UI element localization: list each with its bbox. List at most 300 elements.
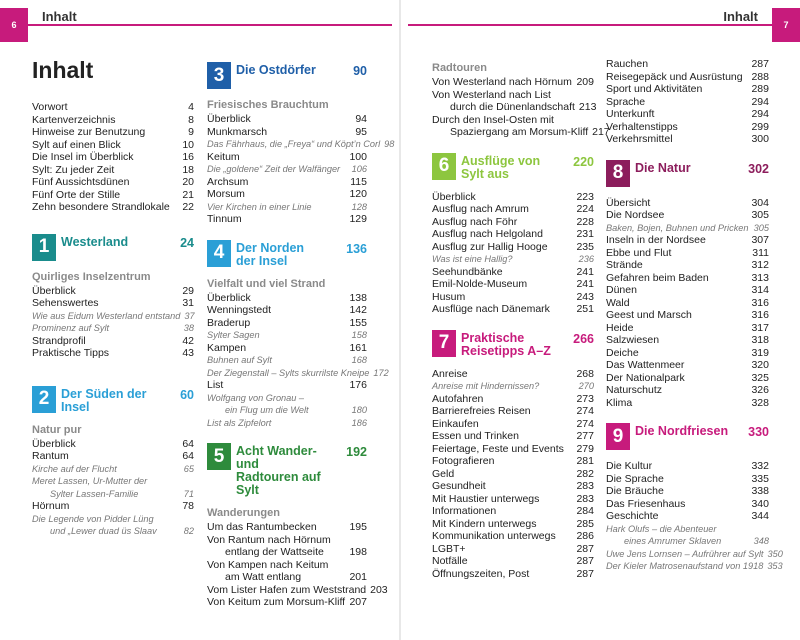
chapter-9: [606, 423, 783, 573]
toc-entry: [207, 417, 367, 430]
toc-entry-label: Informationen: [432, 505, 497, 517]
toc-title: Inhalt: [32, 57, 94, 83]
chapter-title: [236, 443, 342, 497]
toc-entry: [32, 114, 194, 127]
toc-entry-label: Strände: [606, 259, 643, 271]
toc-entry-label: am Watt entlang: [225, 571, 302, 583]
toc-entry-page: 353: [767, 561, 783, 571]
toc-entry: [432, 228, 594, 241]
toc-entry-label: Die „goldene“ Zeit der Walfänger: [207, 164, 341, 174]
toc-entry-page: 316: [751, 309, 769, 321]
toc-entry-page: 21: [182, 188, 194, 201]
chapter-title-line-1: Die Natur: [635, 160, 691, 175]
toc-entry-page: 270: [578, 381, 594, 391]
header-title: Inhalt: [723, 9, 758, 24]
toc-entry-label: Überblick: [32, 284, 76, 297]
toc-entry-page: 95: [355, 125, 367, 138]
toc-entry-label: Kartenverzeichnis: [32, 113, 116, 126]
toc-entry-label: Kirche auf der Flucht: [32, 463, 117, 474]
chapter-number-box: 9: [606, 423, 630, 450]
toc-entry-label: Öffnungszeiten, Post: [432, 567, 530, 580]
toc-entry: [32, 525, 194, 538]
toc-entry-page: 106: [351, 164, 367, 174]
toc-entry-page: 16: [182, 151, 194, 163]
toc-entries: [207, 113, 395, 226]
toc-entry-label: Meret Lassen, Ur-Mutter der: [32, 476, 148, 486]
toc-entry-page: 287: [751, 58, 769, 70]
toc-entry-page: 338: [751, 485, 769, 497]
toc-entry: [32, 310, 194, 323]
toc-entry-label: Spaziergang am Morsum-Kliff: [450, 126, 589, 138]
toc-entry: [606, 372, 769, 385]
toc-entry: [432, 530, 594, 543]
toc-entry-page: 325: [751, 371, 769, 384]
toc-entry-label: Der Kieler Matrosenaufstand von 1918: [606, 561, 764, 571]
toc-entry: [207, 188, 367, 201]
toc-entry: [432, 555, 594, 568]
chapter-title: [236, 240, 342, 268]
chapter-3: [207, 62, 395, 226]
toc-entry: [606, 83, 769, 96]
chapter-2: [32, 386, 194, 538]
toc-entry-page: 224: [576, 203, 594, 215]
toc-entry: [207, 392, 367, 405]
toc-entry: [32, 126, 194, 139]
chapter-page: 302: [748, 161, 769, 176]
chapter-number-box: 6: [432, 153, 456, 180]
toc-entry-page: 317: [751, 321, 769, 334]
toc-entry-label: Vorwort: [32, 101, 68, 113]
toc-entry: [606, 485, 769, 498]
toc-entry: [606, 510, 769, 523]
toc-column-right-2: [606, 58, 783, 573]
toc-entry-page: 251: [576, 303, 594, 315]
toc-entry-page: 268: [576, 367, 594, 380]
chapter-title: [635, 160, 744, 175]
toc-entry: [207, 596, 367, 609]
toc-entry-page: 281: [576, 455, 594, 467]
toc-entry-page: 201: [349, 571, 367, 583]
toc-entry-page: 18: [182, 163, 194, 176]
toc-entry-page: 335: [751, 472, 769, 485]
toc-entry-page: 328: [751, 396, 769, 409]
toc-entry-label: Überblick: [432, 190, 476, 203]
chapter-title: [61, 386, 176, 414]
toc-entry-page: [190, 513, 194, 526]
toc-entry-label: Wenningstedt: [207, 304, 272, 316]
toc-entry-label: Die Insel im Überblick: [32, 151, 134, 163]
chapter-heading: [207, 240, 367, 268]
section-subtitle: Radtouren: [432, 62, 487, 74]
toc-entry-page: 274: [576, 405, 594, 417]
toc-entry-page: 294: [751, 108, 769, 120]
toc-entry: [432, 114, 594, 127]
toc-entry-label: entlang der Wattseite: [225, 546, 324, 558]
chapter-heading: [432, 153, 594, 181]
toc-entry: [432, 216, 594, 229]
toc-entry-label: Sylt auf einen Blick: [32, 138, 121, 151]
toc-entry: [432, 405, 594, 418]
toc-entry-page: 98: [384, 139, 395, 149]
toc-entry-page: 320: [751, 359, 769, 371]
toc-entry: [606, 560, 783, 573]
toc-entry-label: Die Nordsee: [606, 209, 665, 221]
toc-entry: [606, 247, 769, 260]
toc-entry: [606, 108, 769, 121]
toc-entry: [606, 535, 769, 548]
section-subtitle: Wanderungen: [207, 507, 280, 519]
toc-entry: [606, 71, 769, 84]
chapter-7: [432, 330, 594, 581]
toc-entry-label: Dünen: [606, 284, 637, 296]
toc-entry-label: Essen und Trinken: [432, 430, 519, 442]
toc-entry: [432, 368, 594, 381]
toc-entry-label: Autofahren: [432, 392, 484, 405]
toc-entry: [606, 460, 769, 473]
toc-entry-label: Mit Haustier unterwegs: [432, 492, 540, 505]
toc-entry: [207, 379, 367, 392]
toc-entry-page: 217: [592, 126, 610, 138]
toc-entry-label: Geest und Marsch: [606, 309, 692, 321]
toc-entry: [207, 151, 367, 164]
toc-column-right-1: [432, 58, 610, 580]
chapter-page: 136: [346, 241, 367, 256]
toc-entry: [207, 571, 367, 584]
intro-list: [32, 101, 194, 214]
toc-entry: [606, 548, 783, 561]
toc-entry-label: List: [207, 379, 224, 391]
toc-entry-label: Fünf Orte der Stille: [32, 188, 121, 201]
toc-entry-label: Morsum: [207, 188, 245, 200]
toc-entry: [432, 266, 594, 279]
toc-entry-label: durch die Dünenlandschaft: [450, 101, 575, 113]
toc-entry-label: Prominenz auf Sylt: [32, 323, 110, 333]
header-title: Inhalt: [42, 9, 77, 24]
toc-entry: [432, 101, 597, 114]
toc-entry-page: 138: [349, 291, 367, 304]
toc-entry: [432, 303, 594, 316]
toc-entry-label: Die Bräuche: [606, 485, 664, 497]
chapter-page: 90: [353, 64, 367, 78]
toc-entry-page: [590, 114, 594, 127]
toc-entry-label: Keitum: [207, 150, 240, 163]
chapter-title: [236, 62, 349, 77]
chapter-number-box: 7: [432, 330, 456, 357]
toc-entry-page: 155: [349, 316, 367, 329]
toc-entry: [606, 359, 769, 372]
toc-entry: [606, 209, 769, 222]
toc-entry-label: Von Kampen nach Keitum: [207, 558, 329, 571]
toc-entry-label: Seehundbänke: [432, 265, 503, 278]
toc-entry-label: Unterkunft: [606, 108, 655, 120]
toc-entry-page: 273: [576, 392, 594, 405]
toc-entry-label: Notfälle: [432, 555, 468, 567]
toc-entries: [432, 368, 594, 581]
toc-entry-page: 348: [753, 536, 769, 546]
toc-entry-label: Anreise: [432, 367, 468, 380]
toc-entry-page: 20: [182, 176, 194, 188]
toc-entry: [606, 222, 769, 235]
toc-entry: [32, 463, 194, 476]
toc-entry-page: 186: [351, 417, 367, 428]
toc-entry: [606, 284, 769, 297]
chapter-title-line-1: Der Norden: [236, 240, 305, 255]
toc-entries: [207, 291, 389, 430]
toc-entry-page: 161: [349, 341, 367, 354]
toc-entry-label: Verhaltenstipps: [606, 120, 678, 133]
radtouren-section: [432, 62, 610, 139]
toc-entry-page: 120: [349, 188, 367, 200]
toc-entry: [432, 253, 594, 266]
toc-entry-page: 142: [349, 304, 367, 316]
toc-entry-page: 289: [751, 83, 769, 95]
chapter-page: 330: [748, 425, 769, 439]
toc-entry-page: [363, 559, 367, 572]
toc-entry-page: 344: [751, 510, 769, 522]
toc-entry: [606, 397, 769, 410]
toc-entry: [32, 285, 194, 298]
toc-entry-page: 158: [351, 330, 367, 340]
chapter-title-line-1: Die Ostdörfer: [236, 63, 316, 77]
toc-entry-label: Ebbe und Flut: [606, 246, 672, 259]
toc-entry-page: 172: [373, 367, 389, 378]
toc-entry-label: Salzwiesen: [606, 334, 660, 346]
toc-entry-label: Rauchen: [606, 58, 649, 70]
chapter-6: [432, 153, 594, 316]
toc-entry-label: Die Sprache: [606, 472, 664, 485]
toc-entry-page: 287: [576, 555, 594, 567]
header-rule: [0, 24, 392, 26]
toc-entry-page: 284: [576, 505, 594, 517]
toc-entry-label: Das Friesenhaus: [606, 497, 686, 510]
toc-entry: [432, 393, 594, 406]
chapter-heading: [207, 62, 367, 89]
toc-entry-label: Durch den Insel-Osten mit: [432, 113, 554, 126]
toc-entry-label: Zehn besondere Strandlokale: [32, 201, 170, 213]
toc-entry-page: 115: [350, 175, 367, 188]
toc-entry-label: Emil-Nolde-Museum: [432, 278, 528, 290]
toc-entry-page: 207: [349, 596, 367, 608]
toc-entry-page: 277: [576, 430, 594, 442]
page-number: 6: [11, 20, 17, 30]
toc-entry: [32, 500, 194, 513]
toc-entry-label: Ausflug nach Amrum: [432, 203, 529, 215]
toc-entry-page: 299: [751, 120, 769, 133]
toc-entry-label: List als Zipfelort: [207, 417, 272, 428]
toc-entry-page: 241: [576, 265, 594, 278]
toc-entry: [207, 404, 367, 417]
page-number: 7: [783, 20, 789, 30]
toc-entry: [432, 76, 594, 89]
toc-entry-page: 22: [182, 201, 194, 213]
toc-entry-page: 332: [751, 460, 769, 472]
toc-entry-label: Ausflug nach Helgoland: [432, 228, 543, 240]
toc-entry-page: 326: [751, 384, 769, 396]
section-subtitle: Quirliges Inselzentrum: [32, 270, 151, 283]
chapter-title-line-1: Ausflüge von: [461, 153, 541, 168]
toc-entry-page: 283: [576, 492, 594, 505]
chapter-heading: [606, 160, 769, 187]
toc-entry: [207, 163, 367, 176]
chapter-title: [61, 234, 176, 249]
toc-entry-page: 312: [751, 259, 769, 271]
toc-entry-page: 287: [576, 567, 594, 580]
toc-entry-label: Anreise mit Hindernissen?: [432, 381, 540, 391]
toc-entry: [207, 559, 367, 572]
toc-entry-label: Fotografieren: [432, 455, 495, 467]
toc-entry-label: Von Keitum zum Morsum-Kliff: [207, 596, 346, 608]
toc-entry: [606, 272, 769, 285]
toc-entry: [207, 534, 367, 547]
toc-entry-label: Die Kultur: [606, 460, 653, 472]
toc-entry: [32, 475, 194, 488]
toc-column-left-1: [32, 57, 194, 538]
toc-entry-page: 319: [751, 346, 769, 359]
toc-entry-label: Praktische Tipps: [32, 347, 110, 359]
section-subtitle: Friesisches Brauchtum: [207, 99, 329, 111]
toc-entry: [32, 151, 194, 164]
toc-entry-label: Von Westerland nach List: [432, 88, 551, 101]
toc-entry-label: Uwe Jens Lornsen – Aufrührer auf Sylt: [606, 548, 764, 559]
toc-entry-label: Reisegepäck und Ausrüstung: [606, 70, 743, 83]
toc-entry: [606, 322, 769, 335]
toc-entry-page: 64: [182, 450, 194, 462]
toc-entry: [432, 493, 594, 506]
toc-entries: [207, 521, 388, 609]
toc-entry: [432, 126, 610, 139]
toc-entry-label: Sehenswertes: [32, 297, 99, 309]
toc-entry: [32, 164, 194, 177]
chapter-page: 60: [180, 387, 194, 402]
toc-entry-page: 241: [576, 278, 594, 290]
chapter-title-line-1: Der Süden der Insel: [61, 386, 147, 414]
toc-entry-page: 274: [576, 417, 594, 430]
chapter-number-box: 8: [606, 160, 630, 187]
toc-entry-label: Das Wattenmeer: [606, 359, 685, 371]
toc-entry-label: Rantum: [32, 450, 69, 462]
toc-entry-page: 228: [576, 215, 594, 228]
toc-entry-label: Sprache: [606, 95, 646, 108]
chapter-title: [635, 423, 744, 438]
toc-entry-label: Die Legende von Pidder Lüng: [32, 513, 154, 524]
toc-entry-page: 64: [182, 437, 194, 450]
toc-entry-label: Buhnen auf Sylt: [207, 355, 272, 365]
toc-entry: [32, 347, 194, 360]
toc-entry-label: Ausflug nach Föhr: [432, 215, 518, 228]
toc-entry-label: Verkehrsmittel: [606, 133, 673, 145]
toc-entry-page: 38: [183, 323, 194, 333]
chapter-title-line-1: Praktische: [461, 330, 525, 345]
toc-entry-page: 223: [576, 190, 594, 203]
toc-entry-label: Geschichte: [606, 510, 659, 522]
toc-entry-page: 285: [576, 517, 594, 530]
toc-entry-label: Naturschutz: [606, 384, 663, 396]
chapter-title-line-2: Reisetipps A–Z: [461, 343, 551, 358]
toc-entry: [606, 96, 769, 109]
toc-entry: [207, 126, 367, 139]
toc-entry: [32, 101, 194, 114]
toc-entry-page: 9: [188, 126, 194, 138]
toc-entry-label: Archsum: [207, 175, 249, 188]
chapter-heading: [32, 386, 194, 414]
toc-entry-page: 304: [751, 196, 769, 209]
toc-entry-label: und „Lewer duad üs Slaav: [50, 526, 157, 536]
chapter-number-box: 3: [207, 62, 231, 89]
toc-entries: [432, 191, 594, 316]
chapter-heading: [207, 443, 367, 497]
toc-entry-label: Kampen: [207, 341, 247, 354]
toc-entry-label: Einkaufen: [432, 417, 479, 430]
toc-entries: [432, 76, 610, 139]
toc-entry-page: 311: [752, 246, 769, 259]
toc-entry-page: 286: [576, 530, 594, 542]
chapter-number-box: 4: [207, 240, 231, 267]
toc-entry-page: 294: [751, 95, 769, 108]
toc-entry: [606, 234, 769, 247]
toc-entry-page: 316: [751, 296, 769, 309]
toc-entry-page: 300: [751, 133, 769, 145]
toc-entry-page: 176: [349, 379, 367, 391]
toc-entry-page: [190, 475, 194, 488]
chapter-5: [207, 443, 388, 609]
toc-entry: [207, 354, 367, 367]
toc-entry-page: 8: [188, 113, 194, 126]
toc-entry-page: 305: [751, 209, 769, 221]
toc-entry: [432, 278, 594, 291]
toc-entry: [207, 546, 367, 559]
toc-entry-page: 4: [188, 101, 194, 113]
toc-entry-page: 65: [183, 463, 194, 474]
toc-entry-label: Wie aus Eidum Westerland entstand: [32, 310, 181, 321]
toc-entry: [207, 138, 395, 151]
toc-entry-page: 350: [767, 548, 783, 559]
toc-entry-label: Was ist eine Hallig?: [432, 254, 513, 264]
toc-entry-label: Heide: [606, 321, 634, 334]
toc-entry-page: 340: [751, 497, 769, 510]
chapter-title-line-2: der Insel: [236, 253, 288, 268]
toc-entry-label: Klima: [606, 396, 633, 409]
continued-list: [606, 58, 769, 146]
toc-entry: [207, 304, 367, 317]
toc-entry: [606, 347, 769, 360]
toc-entry-page: 198: [349, 546, 367, 558]
toc-entry: [32, 201, 194, 214]
toc-entry: [606, 58, 769, 71]
toc-entry-page: 78: [182, 500, 194, 512]
toc-entry-label: eines Amrumer Sklaven: [624, 536, 722, 546]
toc-entry-label: Von Westerland nach Hörnum: [432, 76, 572, 88]
toc-entry-label: Sylter Lassen-Familie: [50, 488, 139, 499]
toc-entry: [606, 384, 769, 397]
toc-entry: [432, 543, 594, 556]
toc-entry: [32, 335, 194, 348]
chapter-8: [606, 160, 769, 410]
toc-entry-page: 243: [576, 290, 594, 303]
toc-entry: [207, 521, 367, 534]
toc-entry: [432, 191, 594, 204]
toc-entry-label: Hörnum: [32, 500, 70, 512]
toc-entry-page: 168: [351, 355, 367, 365]
toc-entry: [432, 291, 594, 304]
toc-entry-page: 305: [753, 222, 769, 233]
chapter-heading: [32, 234, 194, 261]
toc-entries: [32, 285, 194, 360]
toc-entry-label: Husum: [432, 290, 466, 303]
toc-entry-label: Sylt: Zu jeder Zeit: [32, 163, 115, 176]
toc-entry-page: 283: [576, 480, 594, 492]
toc-entry: [606, 133, 769, 146]
toc-entry: [432, 455, 594, 468]
